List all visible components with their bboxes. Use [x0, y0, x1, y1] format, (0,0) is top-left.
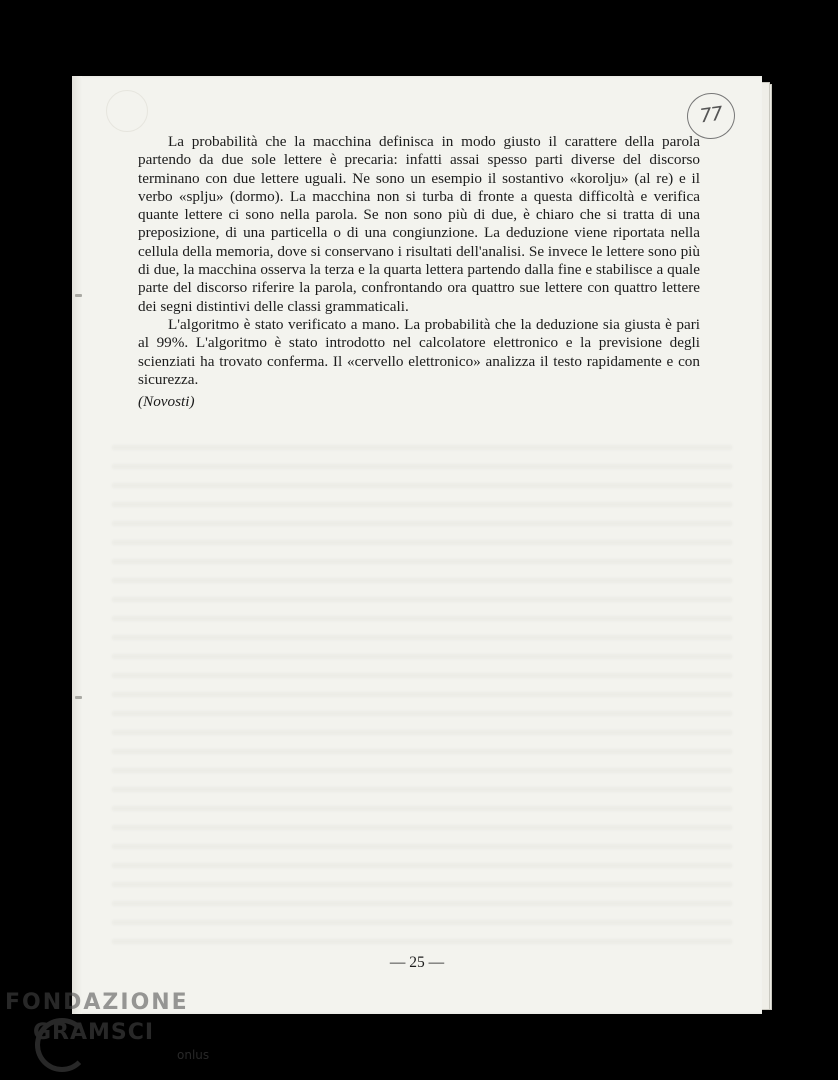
- paragraph-2: L'algoritmo è stato verificato a mano. La probabilità che la deduzione sia giusta è pari al 99%. L'algoritmo è stato introdotto nel calcolatore elettronico e la previsione degli scienziati ha trovato conferma. Il «cervello elettronico» analizza il testo rapidamente e con sicurezza.: [138, 315, 700, 388]
- page-number: — 25 —: [389, 954, 445, 971]
- page-binding: [72, 76, 82, 1014]
- stamp-number: 77: [698, 102, 724, 128]
- staple-top-icon: [75, 294, 82, 297]
- watermark-line-2: GRAMSCI: [33, 1020, 155, 1045]
- document-page: [72, 76, 762, 1014]
- source-attribution: (Novosti): [138, 393, 195, 411]
- show-through-text: [112, 431, 732, 951]
- body-text: [138, 133, 700, 412]
- fondazione-gramsci-watermark: [5, 990, 225, 1075]
- paragraph-1: La probabilità che la macchina definisca in modo giusto il carattere della parola partendo da due sole lettere è precaria: infatti assai spesso parti diverse del discorso terminano con due lettere uguali. Ne sono un esempio il sostantivo «korolju» (al re) e il verbo «splju» (dormo). La macchina non si turba di fronte a questa difficoltà e verifica quante lettere ci sono nella parola. Se non sono più di due, è chiaro che si tratta di una preposizione, di una particella o di una congiunzione. La deduzione viene riportata nella cellula della memoria, dove si conservano i risultati dell'analisi. Se invece le lettere sono più di due, la macchina osserva la terza e la quarta lettera partendo dalla fine e stabilisce a quale parte del discorso riferire la parola, confrontando ora quattro sue lettere con quattro lettere dei segni distintivi delle classi grammaticali.: [138, 133, 700, 315]
- faint-stamp-mark: [106, 90, 148, 132]
- staple-bottom-icon: [75, 696, 82, 699]
- watermark-line-3: onlus: [177, 1048, 210, 1062]
- watermark-line-1: FONDAZIONE: [5, 990, 189, 1015]
